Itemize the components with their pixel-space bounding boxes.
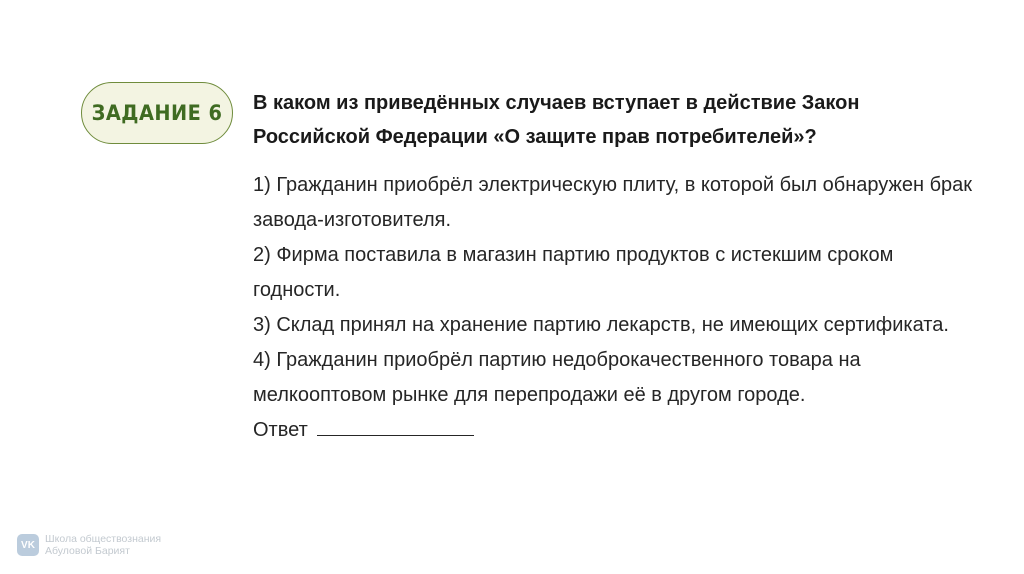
question-text: В каком из приведённых случаев вступает в действие Закон Российской Федерации «О защите прав потребителей»?: [253, 92, 860, 148]
answer-row: [253, 413, 973, 448]
task-badge: [81, 82, 233, 144]
option-item-3: 3) Склад принял на хранение партию лекарств, не имеющих сертификата.: [253, 314, 949, 336]
vk-logo-icon: VK: [17, 534, 39, 556]
option-item-2: 2) Фирма поставила в магазин партию продуктов с истекшим сроком годности.: [253, 244, 894, 301]
option-item-1: 1) Гражданин приобрёл электрическую плиту, в которой был обнаружен брак завода-изготовителя.: [253, 174, 973, 231]
footer-watermark: [17, 533, 161, 557]
footer-line-1: Школа обществознания: [45, 533, 162, 545]
footer-caption: [45, 533, 161, 557]
option-item-4: 4) Гражданин приобрёл партию недоброкачественного товара на мелкооптовом рынке для перепродажи её в другом городе.: [253, 349, 861, 406]
footer-line-2: Абуловой Барият: [45, 545, 130, 557]
answer-label: Ответ: [253, 419, 308, 441]
task-badge-label: ЗАДАНИЕ 6: [91, 101, 223, 125]
answer-blank-line: [317, 415, 474, 436]
options-list: [253, 168, 973, 448]
